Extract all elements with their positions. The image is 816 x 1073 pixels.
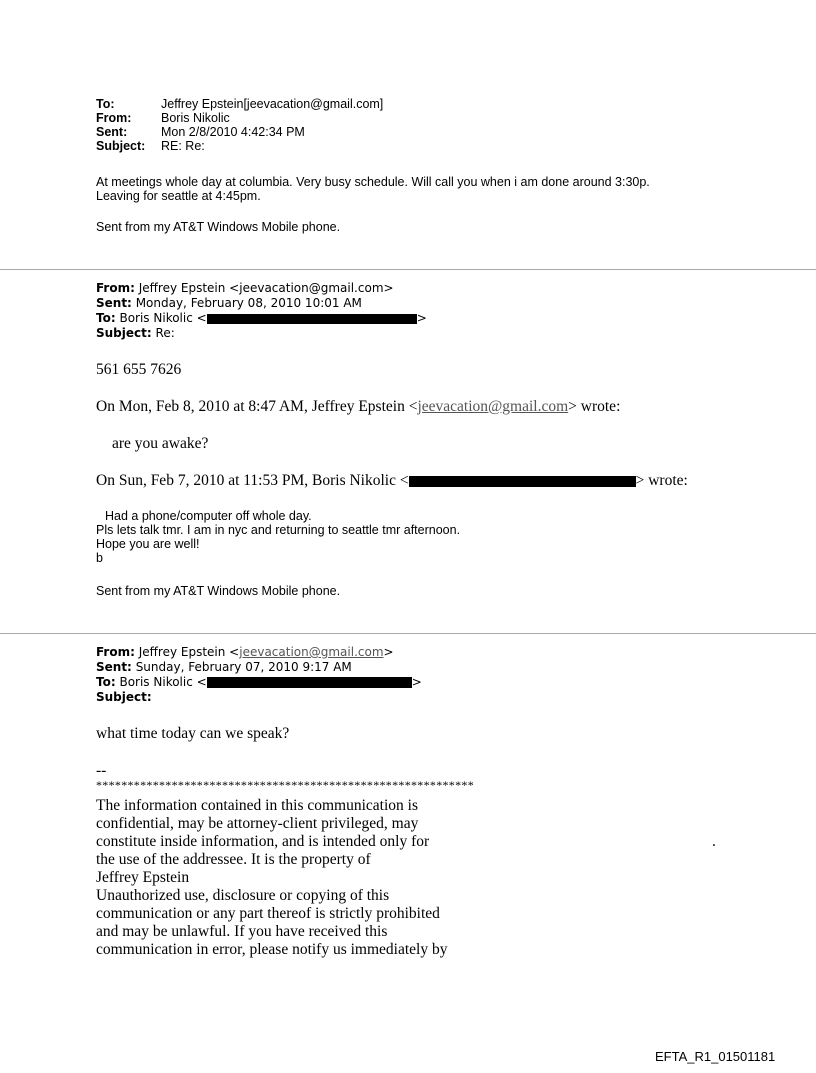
quote2-line1: Had a phone/computer off whole day. — [105, 509, 312, 523]
to-prefix: Boris Nikolic < — [119, 675, 207, 689]
quote2-prefix: On Sun, Feb 7, 2010 at 11:53 PM, Boris Nikolic < — [96, 472, 409, 489]
redaction-bar — [207, 677, 412, 688]
message1-header — [96, 97, 696, 157]
signature-dashes: -- — [96, 762, 107, 779]
disclaimer-line: communication or any part thereof is strictly prohibited — [96, 905, 440, 922]
sent-label: Sent: — [96, 125, 128, 139]
from-label: From: — [96, 645, 135, 659]
email-link[interactable]: jeevacation@gmail.com — [417, 398, 569, 415]
redaction-bar — [409, 476, 636, 487]
message3-subject-line — [96, 690, 152, 705]
disclaimer-line: Jeffrey Epstein — [96, 869, 190, 886]
sent-label: Sent: — [96, 296, 132, 310]
disclaimer-line: Unauthorized use, disclosure or copying of this — [96, 887, 390, 904]
message3-to-line — [96, 675, 422, 690]
message1-signature: Sent from my AT&T Windows Mobile phone. — [96, 220, 341, 234]
message3-sent-line — [96, 660, 352, 675]
disclaimer-line: constitute inside information, and is intended only for — [96, 833, 430, 850]
message3-body: what time today can we speak? — [96, 725, 290, 742]
message3-from-line — [96, 645, 394, 660]
separator-rule — [0, 633, 816, 634]
to-prefix: Boris Nikolic < — [119, 311, 207, 325]
quote1-suffix: > wrote: — [568, 398, 621, 415]
quote1-attribution — [96, 398, 620, 416]
message2-subject-line — [96, 326, 175, 341]
message2-phone: 561 655 7626 — [96, 361, 182, 378]
quote1-prefix: On Mon, Feb 8, 2010 at 8:47 AM, Jeffrey Epstein < — [96, 398, 418, 415]
message2-sent-line — [96, 296, 362, 311]
subject-label: Subject: — [96, 690, 152, 704]
quote1-body: are you awake? — [112, 435, 209, 452]
from-prefix: Jeffrey Epstein < — [138, 645, 240, 659]
message1-body-line1: At meetings whole day at columbia. Very busy schedule. Will call you when i am done around 3:30p. — [96, 175, 650, 189]
quote2-suffix: > wrote: — [635, 472, 688, 489]
message1-body-line2: Leaving for seattle at 4:45pm. — [96, 189, 261, 203]
message2-to-line — [96, 311, 427, 326]
disclaimer-line: confidential, may be attorney-client privileged, may — [96, 815, 419, 832]
to-value: Jeffrey Epstein[jeevacation@gmail.com] — [161, 97, 384, 111]
message2-signature: Sent from my AT&T Windows Mobile phone. — [96, 584, 341, 598]
message2-from-line — [96, 281, 394, 296]
from-value: Jeffrey Epstein <jeevacation@gmail.com> — [138, 281, 394, 295]
to-suffix: > — [416, 311, 427, 325]
quote2-line4: b — [96, 551, 103, 565]
to-label: To: — [96, 97, 115, 111]
disclaimer-line: the use of the addressee. It is the property of — [96, 851, 371, 868]
redaction-bar — [207, 314, 417, 324]
sent-value: Monday, February 08, 2010 10:01 AM — [135, 296, 362, 310]
signature-stars: ************************************************************ — [96, 778, 474, 792]
to-label: To: — [96, 675, 116, 689]
disclaimer-line: communication in error, please notify us immediately by — [96, 941, 448, 958]
email-link[interactable]: jeevacation@gmail.com — [239, 645, 384, 659]
quote2-attribution — [96, 472, 688, 490]
stray-dot: . — [712, 833, 716, 850]
subject-label: Subject: — [96, 326, 152, 340]
disclaimer-line: and may be unlawful. If you have received this — [96, 923, 388, 940]
sent-value: Mon 2/8/2010 4:42:34 PM — [161, 125, 305, 139]
from-value: Boris Nikolic — [161, 111, 230, 125]
quote2-line3: Hope you are well! — [96, 537, 200, 551]
from-label: From: — [96, 111, 132, 125]
from-suffix: > — [383, 645, 394, 659]
separator-rule — [0, 269, 816, 270]
subject-value: Re: — [155, 326, 175, 340]
subject-label: Subject: — [96, 139, 146, 153]
sent-value: Sunday, February 07, 2010 9:17 AM — [135, 660, 352, 674]
to-suffix: > — [411, 675, 422, 689]
disclaimer-line: The information contained in this communication is — [96, 797, 418, 814]
to-label: To: — [96, 311, 116, 325]
sent-label: Sent: — [96, 660, 132, 674]
from-label: From: — [96, 281, 135, 295]
subject-value: RE: Re: — [161, 139, 205, 153]
quote2-line2: Pls lets talk tmr. I am in nyc and returning to seattle tmr afternoon. — [96, 523, 461, 537]
bates-number: EFTA_R1_01501181 — [655, 1049, 776, 1064]
